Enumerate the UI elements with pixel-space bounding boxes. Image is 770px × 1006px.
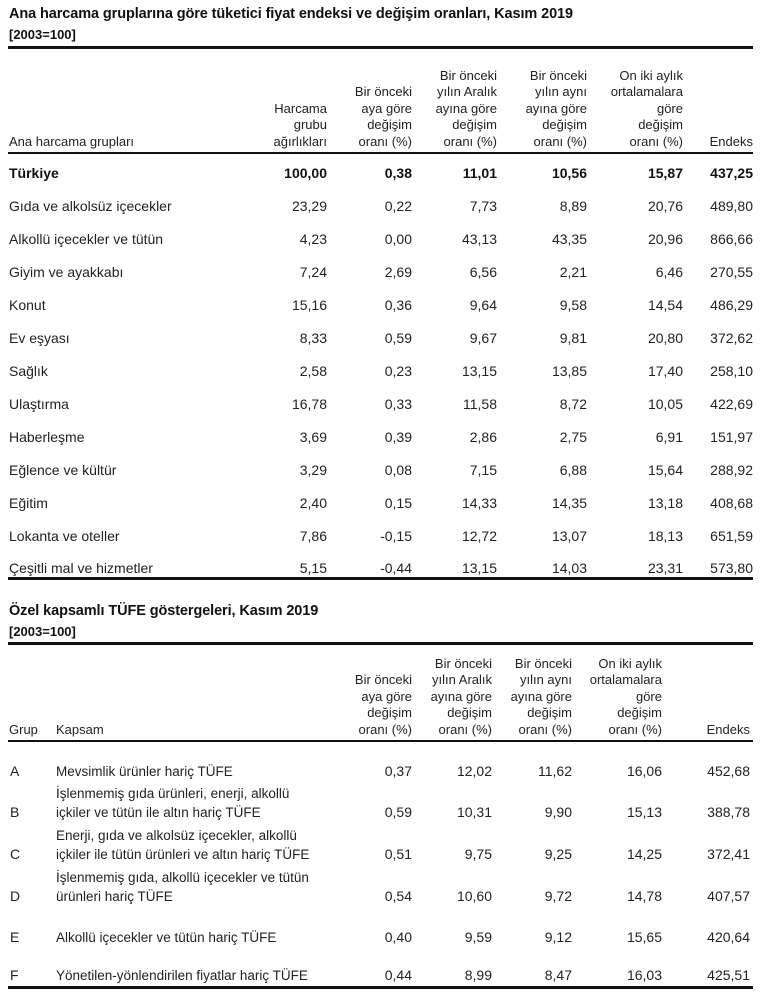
cell-monthly: 0,54 [384, 888, 412, 904]
cell-weight: 3,69 [299, 429, 327, 445]
row-scope-line: ürünleri hariç TÜFE [56, 889, 173, 904]
cell-twelve-month: 13,18 [647, 495, 683, 511]
cell-index: 452,68 [707, 763, 750, 779]
cell-december: 13,15 [461, 560, 497, 576]
cell-index: 425,51 [707, 967, 750, 983]
table2-title: Özel kapsamlı TÜFE göstergeleri, Kasım 2019 [9, 603, 319, 619]
cell-monthly: 0,39 [384, 429, 412, 445]
cell-monthly: 0,36 [384, 297, 412, 313]
cell-monthly: 0,51 [384, 846, 412, 862]
cell-monthly: 0,23 [384, 363, 412, 379]
table-row [0, 495, 770, 515]
header-monthly-change-line: aya göre [361, 688, 412, 704]
header-december-change-line: yılın Aralık [437, 84, 497, 99]
row-scope-line: Enerji, gıda ve alkolsüz içecekler, alkollü [56, 828, 297, 843]
cell-annual: 9,90 [544, 804, 572, 820]
row-label: Ulaştırma [9, 396, 69, 412]
cell-index: 258,10 [710, 363, 753, 379]
cell-december: 9,67 [469, 330, 497, 346]
table-row [0, 528, 770, 548]
row-scope-line: içkiler ve tütün ile altın hariç TÜFE [56, 805, 261, 820]
cell-december: 12,72 [461, 528, 497, 544]
header-scope: Kapsam [56, 721, 104, 737]
cell-index: 422,69 [710, 396, 753, 412]
row-scope-line: Alkollü içecekler ve tütün hariç TÜFE [56, 930, 277, 945]
row-label: Sağlık [9, 363, 48, 379]
cell-monthly: 0,15 [384, 495, 412, 511]
header-december-change-line: oranı (%) [443, 133, 497, 149]
cell-twelve-month: 15,65 [626, 929, 662, 945]
cell-index: 573,80 [710, 560, 753, 576]
header-annual-change-line: yılın aynı [534, 84, 587, 99]
table1-base-year: [2003=100] [9, 27, 76, 42]
cell-annual: 9,25 [544, 846, 572, 862]
table1-bottom-rule [8, 577, 753, 580]
cell-december: 12,02 [456, 763, 492, 779]
cell-weight: 100,00 [284, 165, 327, 181]
table1-header-rule [8, 152, 753, 154]
table2-bottom-rule [8, 986, 753, 989]
table2-base-year: [2003=100] [9, 624, 76, 639]
cell-annual: 8,72 [559, 396, 587, 412]
cell-twelve-month: 23,31 [647, 560, 683, 576]
cell-weight: 7,24 [299, 264, 327, 280]
cell-twelve-month: 15,64 [647, 462, 683, 478]
table2-top-rule [8, 642, 753, 645]
row-label: Konut [9, 297, 46, 313]
table2-header-rule [8, 740, 753, 742]
row-label: Eğitim [9, 495, 48, 511]
row-group-code: E [10, 929, 20, 945]
row-label: Çeşitli mal ve hizmetler [9, 560, 153, 576]
cell-december: 9,59 [464, 929, 492, 945]
table-row [0, 231, 770, 251]
cell-december: 11,58 [463, 396, 497, 412]
row-scope-line: İşlenmemiş gıda, alkollü içecekler ve tütün [56, 870, 309, 885]
header-weight-line: ağırlıkları [273, 133, 327, 149]
cell-monthly: 0,37 [384, 763, 412, 779]
cell-index: 437,25 [710, 165, 753, 181]
header-december-change-line: Bir önceki [434, 655, 492, 671]
table-row [0, 198, 770, 218]
cell-index: 486,29 [710, 297, 753, 313]
cell-annual: 10,56 [551, 165, 587, 181]
cell-december: 10,31 [456, 804, 492, 820]
cell-twelve-month: 6,46 [655, 264, 683, 280]
cell-annual: 14,35 [551, 495, 587, 511]
row-scope-line: İşlenmemiş gıda ürünleri, enerji, alkollü [56, 786, 290, 801]
cell-twelve-month: 16,03 [626, 967, 662, 983]
header-december-change-line: Bir önceki [439, 67, 497, 83]
cell-twelve-month: 17,40 [647, 363, 683, 379]
cell-index: 407,57 [707, 888, 750, 904]
header-december-change-line: oranı (%) [438, 721, 492, 737]
table-row [0, 297, 770, 317]
header-annual-change-line: oranı (%) [518, 721, 572, 737]
header-monthly-change-line: Bir önceki [354, 84, 412, 99]
cell-twelve-month: 20,76 [647, 198, 683, 214]
header-twelve-month-change-line: ortalamalara [610, 84, 683, 99]
cell-december: 7,73 [469, 198, 497, 214]
table-row [0, 429, 770, 449]
cell-annual: 13,85 [551, 363, 587, 379]
cell-index: 388,78 [707, 804, 750, 820]
table-row [0, 363, 770, 383]
header-annual-change-line: değişim [527, 705, 572, 720]
cell-december: 2,86 [469, 429, 497, 445]
cell-december: 8,99 [464, 967, 492, 983]
row-scope-line: içkiler ile tütün ürünleri ve altın hariç TÜFE [56, 847, 310, 862]
cell-index: 372,62 [710, 330, 753, 346]
cell-weight: 2,58 [299, 363, 327, 379]
cell-december: 9,64 [469, 297, 497, 313]
cell-monthly: 2,69 [384, 264, 412, 280]
row-scope-line: Mevsimlik ürünler hariç TÜFE [56, 764, 233, 779]
row-label: Gıda ve alkolsüz içecekler [9, 198, 172, 214]
header-monthly-change-line: değişim [367, 117, 412, 132]
row-label: Giyim ve ayakkabı [9, 264, 124, 280]
cell-december: 10,60 [456, 888, 492, 904]
cell-monthly: 0,40 [384, 929, 412, 945]
cell-annual: 43,35 [551, 231, 587, 247]
header-annual-change-line: Bir önceki [529, 67, 587, 83]
header-group: Grup [9, 721, 38, 737]
cell-december: 6,56 [469, 264, 497, 280]
header-index: Endeks [706, 721, 750, 737]
cell-december: 43,13 [461, 231, 497, 247]
header-twelve-month-change-line: oranı (%) [629, 133, 683, 149]
cell-weight: 7,86 [299, 528, 327, 544]
row-group-code: D [10, 888, 21, 904]
cell-weight: 16,78 [291, 396, 327, 412]
cell-monthly: 0,38 [384, 165, 412, 181]
header-december-change-line: ayına göre [435, 100, 497, 116]
header-december-change-line: değişim [447, 705, 492, 720]
cell-annual: 8,89 [559, 198, 587, 214]
cell-weight: 5,15 [299, 560, 327, 576]
header-monthly-change-line: oranı (%) [358, 133, 412, 149]
cell-annual: 14,03 [551, 560, 587, 576]
header-twelve-month-change-line: oranı (%) [608, 721, 662, 737]
cell-weight: 4,23 [299, 231, 327, 247]
header-monthly-change-line: oranı (%) [358, 721, 412, 737]
cell-twelve-month: 16,06 [626, 763, 662, 779]
row-label: Eğlence ve kültür [9, 462, 117, 478]
cell-twelve-month: 6,91 [655, 429, 683, 445]
cell-twelve-month: 14,78 [626, 888, 662, 904]
cell-monthly: 0,59 [384, 330, 412, 346]
header-weight-line: Harcama [274, 100, 327, 116]
row-group-code: A [10, 763, 20, 779]
cell-annual: 2,21 [559, 264, 587, 280]
cell-annual: 2,75 [559, 429, 587, 445]
cell-index: 288,92 [710, 462, 753, 478]
header-twelve-month-change-line: On iki aylık [598, 655, 662, 671]
header-december-change-line: ayına göre [430, 688, 492, 704]
header-annual-change-line: Bir önceki [514, 655, 572, 671]
cell-december: 7,15 [469, 462, 497, 478]
cell-weight: 3,29 [299, 462, 327, 478]
cell-index: 420,64 [707, 929, 750, 945]
cell-monthly: 0,44 [384, 967, 412, 983]
cell-twelve-month: 18,13 [647, 528, 683, 544]
row-group-code: C [10, 846, 21, 862]
cell-index: 270,55 [710, 264, 753, 280]
cell-december: 11,01 [462, 165, 497, 181]
cell-monthly: -0,15 [380, 528, 412, 544]
cell-monthly: 0,00 [384, 231, 412, 247]
header-annual-change-line: yılın aynı [519, 672, 572, 687]
row-group-code: F [10, 967, 19, 983]
cell-twelve-month: 14,25 [626, 846, 662, 862]
header-group-name: Ana harcama grupları [9, 133, 135, 149]
cell-december: 9,75 [464, 846, 492, 862]
row-label: Lokanta ve oteller [9, 528, 120, 544]
cell-index: 408,68 [710, 495, 753, 511]
cell-monthly: 0,59 [384, 804, 412, 820]
cell-twelve-month: 10,05 [647, 396, 683, 412]
cell-index: 151,97 [710, 429, 753, 445]
cell-december: 14,33 [461, 495, 497, 511]
cell-weight: 15,16 [291, 297, 327, 313]
header-twelve-month-change-line: değişim [617, 705, 662, 720]
cell-december: 13,15 [461, 363, 497, 379]
cell-annual: 6,88 [559, 462, 587, 478]
cell-twelve-month: 15,87 [647, 165, 683, 181]
cell-annual: 9,72 [544, 888, 572, 904]
cell-weight: 23,29 [291, 198, 327, 214]
cell-index: 651,59 [710, 528, 753, 544]
header-twelve-month-change-line: ortalamalara [589, 672, 662, 687]
cell-annual: 13,07 [551, 528, 587, 544]
table1-top-rule [8, 46, 753, 49]
row-label: Türkiye [9, 165, 59, 181]
cell-annual: 8,47 [544, 967, 572, 983]
header-twelve-month-change-line: On iki aylık [619, 67, 683, 83]
header-twelve-month-change-line: göre [635, 688, 662, 704]
row-scope-line: Yönetilen-yönlendirilen fiyatlar hariç TÜFE [56, 968, 308, 983]
cell-index: 866,66 [710, 231, 753, 247]
table-row [0, 396, 770, 416]
row-label: Haberleşme [9, 429, 85, 445]
header-monthly-change-line: değişim [367, 705, 412, 720]
header-annual-change-line: ayına göre [510, 688, 572, 704]
row-group-code: B [10, 804, 20, 820]
cell-twelve-month: 14,54 [647, 297, 683, 313]
cell-annual: 9,12 [544, 929, 572, 945]
header-twelve-month-change-line: göre [656, 100, 683, 116]
header-december-change-line: yılın Aralık [432, 672, 492, 687]
table1-title: Ana harcama gruplarına göre tüketici fiyat endeksi ve değişim oranları, Kasım 2019 [9, 6, 573, 22]
cell-monthly: 0,08 [384, 462, 412, 478]
cell-weight: 8,33 [299, 330, 327, 346]
row-label: Alkollü içecekler ve tütün [9, 231, 164, 247]
table-row [0, 330, 770, 350]
header-twelve-month-change-line: değişim [638, 117, 683, 132]
table-row [0, 264, 770, 284]
cell-monthly: 0,33 [384, 396, 412, 412]
header-annual-change-line: oranı (%) [533, 133, 587, 149]
header-december-change-line: değişim [452, 117, 497, 132]
cell-weight: 2,40 [299, 495, 327, 511]
cell-index: 372,41 [707, 846, 750, 862]
header-weight-line: grubu [293, 117, 327, 132]
row-label: Ev eşyası [9, 330, 70, 346]
cell-annual: 11,62 [538, 763, 572, 779]
cell-annual: 9,58 [559, 297, 587, 313]
cell-twelve-month: 15,13 [626, 804, 662, 820]
header-annual-change-line: değişim [542, 117, 587, 132]
cell-monthly: 0,22 [384, 198, 412, 214]
header-annual-change-line: ayına göre [525, 100, 587, 116]
table-row [0, 462, 770, 482]
header-monthly-change-line: aya göre [361, 100, 412, 116]
cell-twelve-month: 20,80 [647, 330, 683, 346]
cell-monthly: -0,44 [380, 560, 412, 576]
cell-twelve-month: 20,96 [647, 231, 683, 247]
cell-annual: 9,81 [559, 330, 587, 346]
cell-index: 489,80 [710, 198, 753, 214]
table-row [0, 165, 770, 185]
header-index: Endeks [709, 133, 753, 149]
header-monthly-change-line: Bir önceki [354, 672, 412, 687]
